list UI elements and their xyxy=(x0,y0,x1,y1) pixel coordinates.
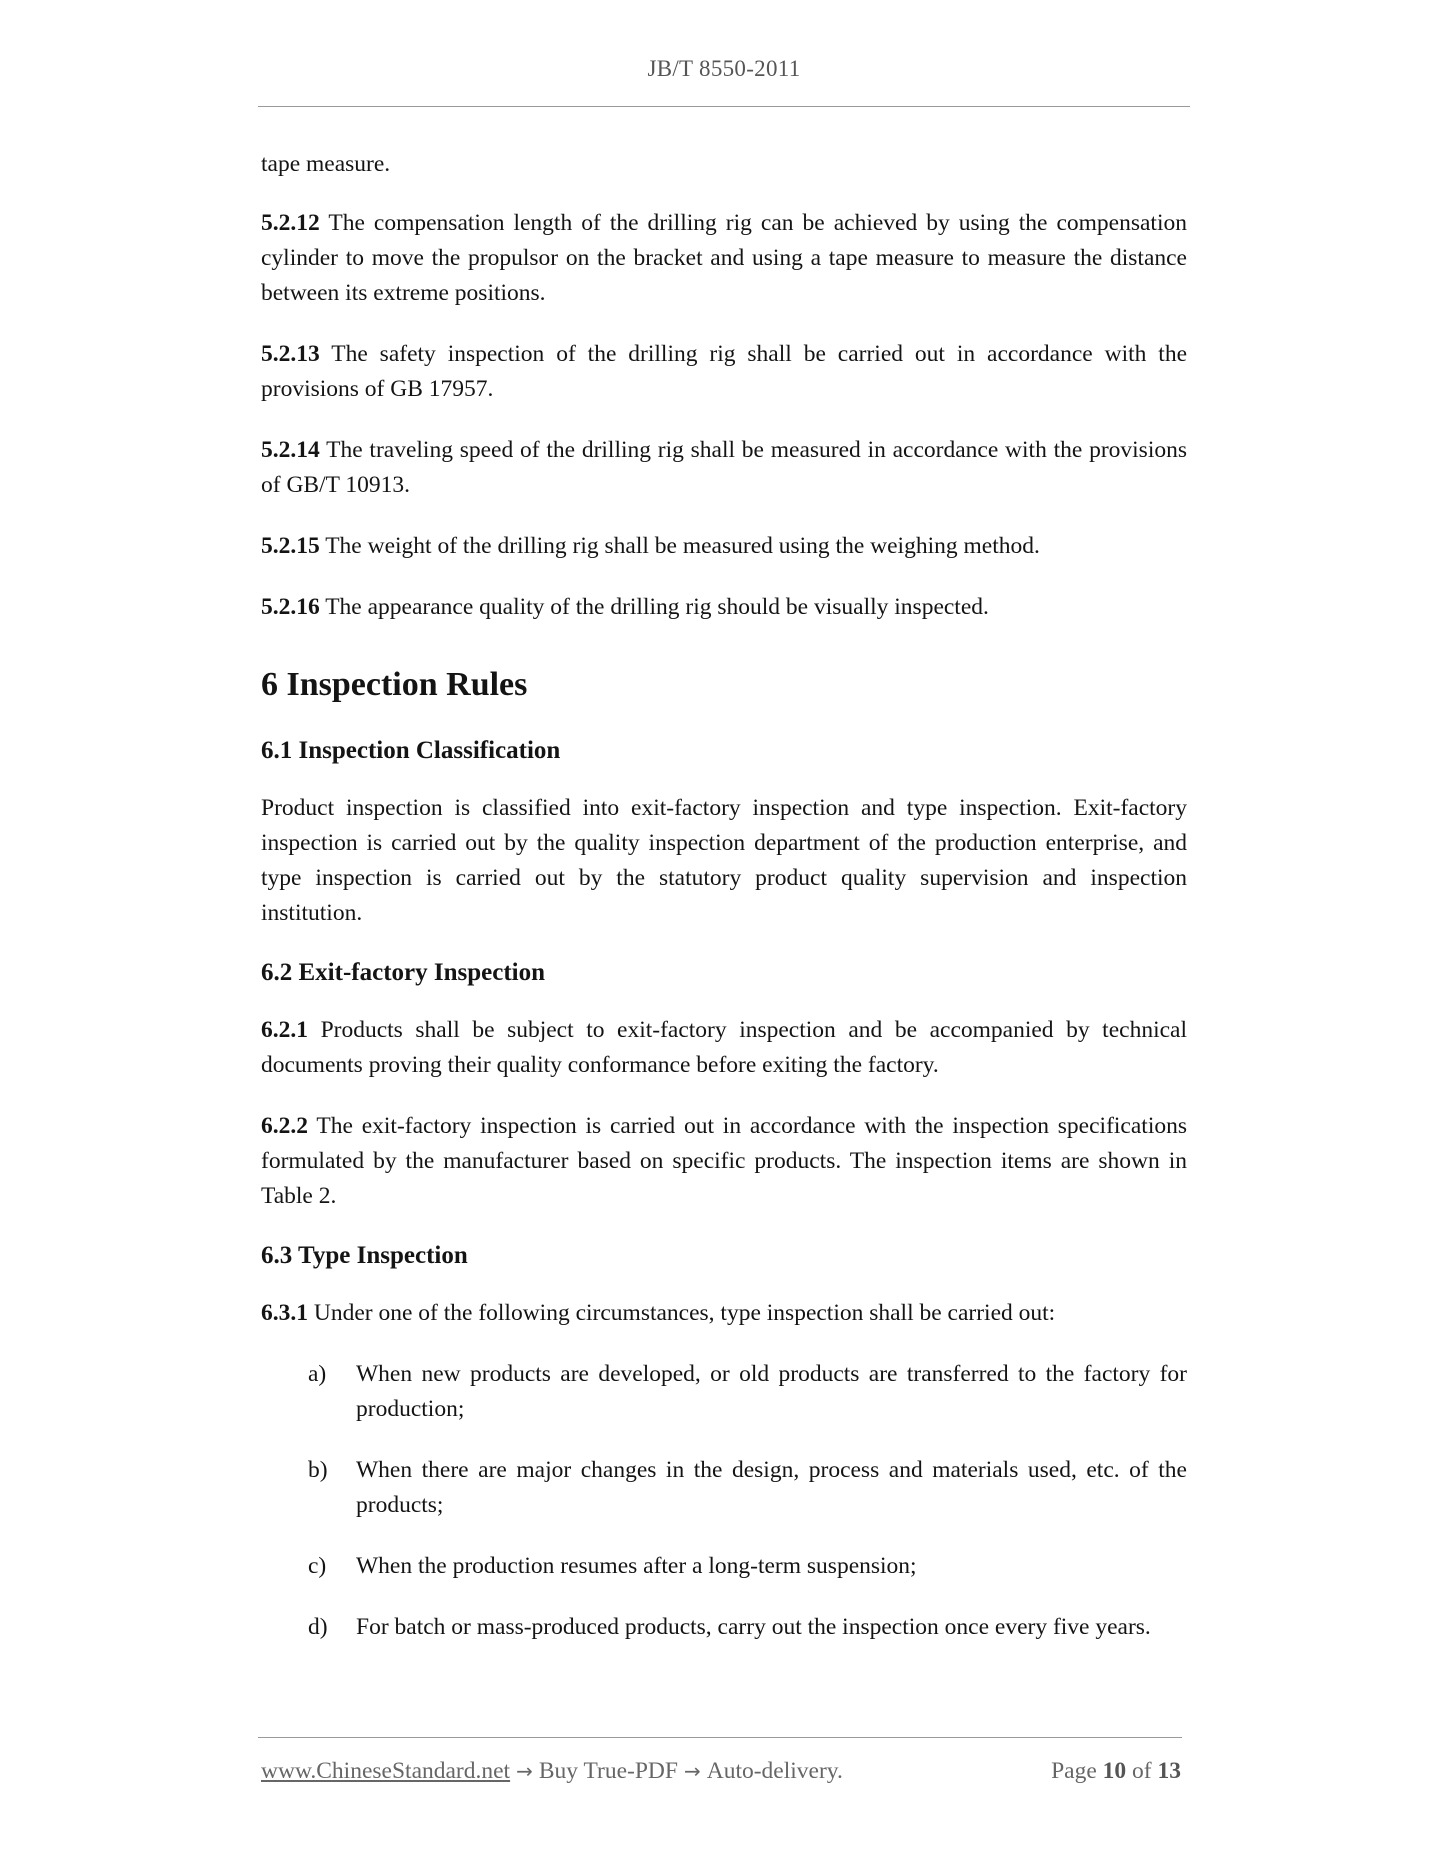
clause-5-2-14 xyxy=(261,433,1187,503)
clause-text: Products shall be subject to exit-factory inspection and be accompanied by technical documents proving their quality conformance before exiting the factory. xyxy=(261,1017,1187,1078)
list-item xyxy=(261,1357,1187,1427)
clause-6-3-1 xyxy=(261,1296,1187,1331)
clause-text: The exit-factory inspection is carried out in accordance with the inspection specifications formulated by the manufacturer based on specific products. The inspection items are shown in Table 2. xyxy=(261,1113,1187,1209)
page-header-standard-code: JB/T 8550-2011 xyxy=(647,56,801,81)
arrow-right-icon: → xyxy=(683,1759,701,1783)
list-marker: c) xyxy=(308,1553,327,1579)
auto-delivery-text: Auto-delivery. xyxy=(706,1758,843,1784)
footer-promo xyxy=(261,1758,843,1785)
section-6-1-heading: 6.1 Inspection Classification xyxy=(261,737,561,764)
page-current: 10 xyxy=(1102,1758,1127,1784)
list-item-text: When new products are developed, or old products are transferred to the factory for production; xyxy=(356,1361,1187,1422)
document-body xyxy=(261,147,1187,1671)
section-6-heading: 6 Inspection Rules xyxy=(261,666,528,703)
section-6-2-heading: 6.2 Exit-factory Inspection xyxy=(261,959,545,986)
clause-text: The weight of the drilling rig shall be measured using the weighing method. xyxy=(325,533,1040,559)
clause-number: 6.2.1 xyxy=(261,1017,308,1043)
footer-divider xyxy=(258,1737,1182,1738)
list-marker: a) xyxy=(308,1361,327,1387)
continuation-text: tape measure. xyxy=(261,151,391,177)
list-item xyxy=(261,1610,1187,1645)
clause-number: 5.2.12 xyxy=(261,210,320,236)
list-item-text: When the production resumes after a long-term suspension; xyxy=(356,1553,917,1579)
clause-text: The appearance quality of the drilling rig should be visually inspected. xyxy=(325,594,989,620)
clause-text: Under one of the following circumstances, type inspection shall be carried out: xyxy=(313,1300,1056,1326)
buy-true-pdf-text: Buy True-PDF xyxy=(538,1758,678,1784)
clause-5-2-16 xyxy=(261,590,1187,625)
arrow-right-icon: → xyxy=(516,1759,533,1783)
clause-number: 5.2.15 xyxy=(261,533,320,559)
list-item-text: For batch or mass-produced products, carry out the inspection once every five years. xyxy=(356,1614,1151,1640)
clause-number: 6.2.2 xyxy=(261,1113,308,1139)
clause-number: 5.2.13 xyxy=(261,341,320,367)
clause-5-2-12 xyxy=(261,206,1187,311)
list-item xyxy=(261,1453,1187,1523)
header-divider xyxy=(258,106,1190,107)
page-label: Page xyxy=(1051,1758,1097,1784)
clause-number: 5.2.16 xyxy=(261,594,320,620)
list-marker: d) xyxy=(308,1614,328,1640)
clause-6-2-1 xyxy=(261,1013,1187,1083)
clause-text: The compensation length of the drilling rig can be achieved by using the compensation cylinder to move the propulsor on the bracket and using a tape measure to measure the distance between its extreme positions. xyxy=(261,210,1187,306)
clause-number: 5.2.14 xyxy=(261,437,320,463)
clause-5-2-13 xyxy=(261,337,1187,407)
page-total: 13 xyxy=(1157,1758,1181,1784)
list-item-text: When there are major changes in the design, process and materials used, etc. of the products; xyxy=(356,1457,1187,1518)
page-footer xyxy=(261,1758,1181,1785)
section-6-1-text: Product inspection is classified into exit-factory inspection and type inspection. Exit-factory inspection is carried out by the quality inspection department of the production enterprise, and type inspection is carried out by the statutory product quality supervision and inspection institution. xyxy=(261,795,1187,926)
list-marker: b) xyxy=(308,1457,328,1483)
clause-number: 6.3.1 xyxy=(261,1300,308,1326)
clause-text: The safety inspection of the drilling rig shall be carried out in accordance with the provisions of GB 17957. xyxy=(261,341,1187,402)
list-item xyxy=(261,1549,1187,1584)
clause-5-2-15 xyxy=(261,529,1187,564)
page-indicator xyxy=(1051,1758,1181,1785)
of-label: of xyxy=(1132,1758,1152,1784)
circumstances-list xyxy=(261,1357,1187,1645)
clause-text: The traveling speed of the drilling rig shall be measured in accordance with the provisions of GB/T 10913. xyxy=(261,437,1188,498)
website-link[interactable]: www.ChineseStandard.net xyxy=(261,1758,511,1784)
section-6-3-heading: 6.3 Type Inspection xyxy=(261,1242,468,1269)
clause-6-2-2 xyxy=(261,1109,1187,1214)
